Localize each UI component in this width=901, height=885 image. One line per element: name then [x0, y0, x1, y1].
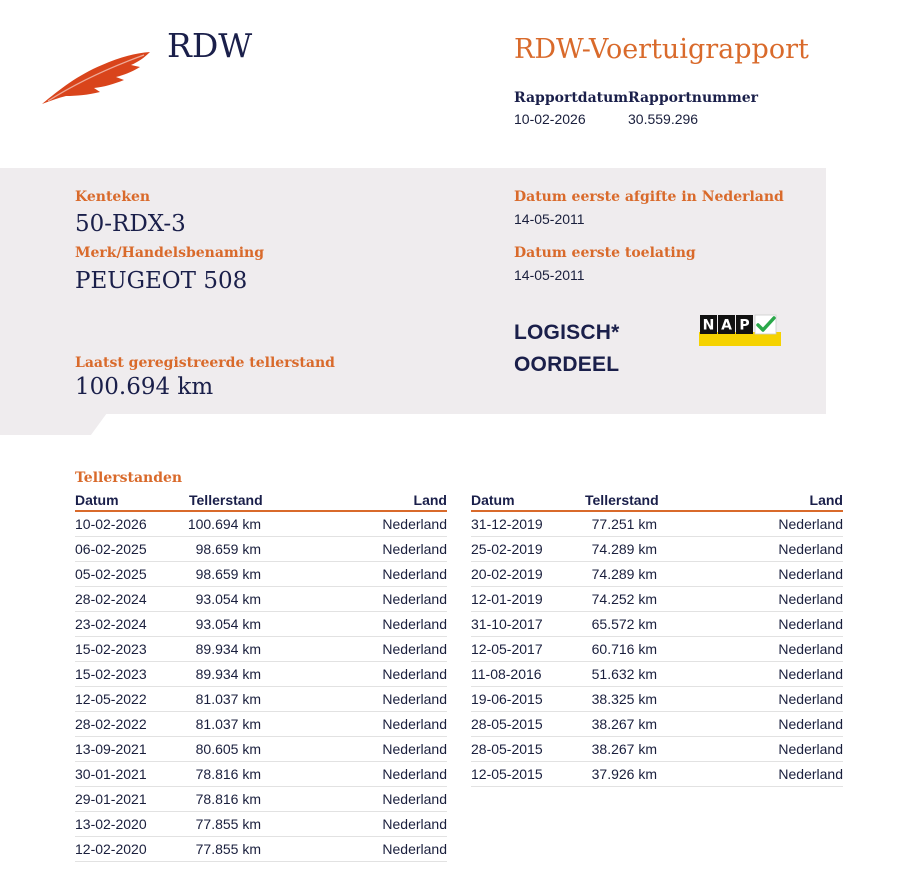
- table-row: [75, 837, 447, 862]
- cell-km: 89.934 km: [195, 641, 261, 657]
- first-nl-value: 14-05-2011: [514, 211, 585, 227]
- table-row: [471, 512, 843, 537]
- cell-country: Nederland: [382, 791, 447, 807]
- cell-country: Nederland: [382, 516, 447, 532]
- cell-date: 12-05-2022: [75, 691, 147, 707]
- cell-date: 15-02-2023: [75, 666, 147, 682]
- cell-km: 100.694 km: [187, 516, 261, 532]
- table-row: [75, 587, 447, 612]
- verdict-line-1: LOGISCH*: [514, 321, 620, 344]
- cell-date: 25-02-2019: [471, 541, 543, 557]
- cell-km: 51.632 km: [591, 666, 657, 682]
- cell-km: 77.855 km: [195, 816, 261, 832]
- table-body: [75, 512, 447, 862]
- cell-date: 06-02-2025: [75, 541, 147, 557]
- table-row: [471, 737, 843, 762]
- table-row: [75, 812, 447, 837]
- cell-date: 12-02-2020: [75, 841, 147, 857]
- cell-date: 05-02-2025: [75, 566, 147, 582]
- table-row: [471, 687, 843, 712]
- readings-table-right: [471, 492, 843, 787]
- cell-km: 81.037 km: [195, 716, 261, 732]
- cell-km: 78.816 km: [195, 766, 261, 782]
- report-title: RDW-Voertuigrapport: [514, 34, 809, 65]
- odometer-value: 100.694 km: [75, 374, 214, 400]
- nap-letter-n: N: [702, 317, 715, 334]
- plate-label: Kenteken: [75, 189, 151, 205]
- cell-km: 77.251 km: [591, 516, 657, 532]
- cell-country: Nederland: [778, 616, 843, 632]
- cell-km: 38.267 km: [591, 741, 657, 757]
- table-row: [471, 562, 843, 587]
- cell-country: Nederland: [382, 766, 447, 782]
- col-country-header: Land: [809, 492, 843, 508]
- cell-date: 15-02-2023: [75, 641, 147, 657]
- verdict-line-2: OORDEEL: [514, 353, 620, 376]
- cell-km: 65.572 km: [591, 616, 657, 632]
- report-number-value: 30.559.296: [628, 111, 699, 127]
- cell-km: 74.252 km: [591, 591, 657, 607]
- cell-date: 13-02-2020: [75, 816, 147, 832]
- cell-date: 11-08-2016: [471, 666, 542, 682]
- col-country-header: Land: [413, 492, 447, 508]
- table-row: [471, 637, 843, 662]
- cell-date: 10-02-2026: [75, 516, 147, 532]
- table-row: [75, 787, 447, 812]
- cell-km: 93.054 km: [195, 591, 261, 607]
- cell-country: Nederland: [778, 766, 843, 782]
- report-date-value: 10-02-2026: [514, 111, 586, 127]
- cell-km: 98.659 km: [195, 566, 261, 582]
- cell-country: Nederland: [778, 566, 843, 582]
- first-admission-label: Datum eerste toelating: [514, 245, 696, 261]
- cell-country: Nederland: [382, 541, 447, 557]
- cell-country: Nederland: [382, 616, 447, 632]
- cell-date: 28-05-2015: [471, 716, 543, 732]
- report-date-label: Rapportdatum: [514, 90, 629, 106]
- cell-country: Nederland: [778, 691, 843, 707]
- report-number-label: Rapportnummer: [628, 90, 759, 106]
- first-admission-value: 14-05-2011: [514, 267, 585, 283]
- cell-km: 78.816 km: [195, 791, 261, 807]
- cell-date: 12-05-2015: [471, 766, 543, 782]
- readings-section-title: Tellerstanden: [75, 470, 183, 486]
- readings-table-left: [75, 492, 447, 862]
- cell-country: Nederland: [778, 741, 843, 757]
- table-row: [75, 662, 447, 687]
- cell-country: Nederland: [778, 641, 843, 657]
- nap-logo-icon: [699, 314, 781, 346]
- cell-km: 81.037 km: [195, 691, 261, 707]
- cell-country: Nederland: [778, 541, 843, 557]
- cell-km: 38.267 km: [591, 716, 657, 732]
- cell-date: 12-01-2019: [471, 591, 543, 607]
- cell-country: Nederland: [778, 591, 843, 607]
- cell-date: 28-02-2024: [75, 591, 147, 607]
- table-row: [471, 612, 843, 637]
- table-row: [75, 712, 447, 737]
- cell-country: Nederland: [382, 566, 447, 582]
- odometer-label: Laatst geregistreerde tellerstand: [75, 355, 335, 371]
- cell-km: 80.605 km: [195, 741, 261, 757]
- col-date-header: Datum: [471, 492, 515, 508]
- cell-km: 38.325 km: [591, 691, 657, 707]
- table-row: [471, 662, 843, 687]
- table-header: [75, 492, 447, 512]
- table-row: [471, 587, 843, 612]
- first-nl-label: Datum eerste afgifte in Nederland: [514, 189, 784, 205]
- table-row: [75, 637, 447, 662]
- cell-country: Nederland: [778, 716, 843, 732]
- cell-country: Nederland: [382, 666, 447, 682]
- table-row: [75, 537, 447, 562]
- col-date-header: Datum: [75, 492, 119, 508]
- cell-country: Nederland: [778, 516, 843, 532]
- cell-date: 28-02-2022: [75, 716, 147, 732]
- table-row: [75, 687, 447, 712]
- cell-country: Nederland: [382, 591, 447, 607]
- nap-letter-a: A: [721, 317, 732, 334]
- panel-tab-decoration: [0, 413, 107, 435]
- table-row: [471, 762, 843, 787]
- cell-km: 77.855 km: [195, 841, 261, 857]
- cell-date: 12-05-2017: [471, 641, 543, 657]
- cell-date: 19-06-2015: [471, 691, 543, 707]
- table-row: [471, 712, 843, 737]
- brand-name: RDW: [167, 26, 253, 65]
- cell-date: 13-09-2021: [75, 741, 147, 757]
- table-row: [75, 562, 447, 587]
- table-row: [75, 737, 447, 762]
- table-row: [75, 612, 447, 637]
- cell-country: Nederland: [382, 691, 447, 707]
- cell-country: Nederland: [382, 741, 447, 757]
- col-km-header: Tellerstand: [189, 492, 263, 508]
- table-body: [471, 512, 843, 787]
- col-km-header: Tellerstand: [585, 492, 659, 508]
- table-row: [75, 762, 447, 787]
- cell-km: 74.289 km: [591, 566, 657, 582]
- cell-km: 98.659 km: [195, 541, 261, 557]
- table-header: [471, 492, 843, 512]
- cell-country: Nederland: [382, 716, 447, 732]
- cell-country: Nederland: [382, 841, 447, 857]
- cell-date: 23-02-2024: [75, 616, 147, 632]
- cell-km: 37.926 km: [591, 766, 657, 782]
- cell-date: 29-01-2021: [75, 791, 147, 807]
- make-label: Merk/Handelsbenaming: [75, 245, 265, 261]
- cell-date: 30-01-2021: [75, 766, 147, 782]
- table-row: [75, 512, 447, 537]
- plate-value: 50-RDX-3: [75, 211, 186, 237]
- cell-country: Nederland: [382, 816, 447, 832]
- rdw-feather-logo-icon: [40, 45, 155, 107]
- cell-date: 28-05-2015: [471, 741, 543, 757]
- nap-verdict: [514, 317, 619, 381]
- cell-date: 31-12-2019: [471, 516, 543, 532]
- cell-km: 89.934 km: [195, 666, 261, 682]
- cell-km: 93.054 km: [195, 616, 261, 632]
- cell-country: Nederland: [778, 666, 843, 682]
- table-row: [471, 537, 843, 562]
- cell-country: Nederland: [382, 641, 447, 657]
- nap-letter-p: P: [739, 317, 750, 334]
- cell-date: 20-02-2019: [471, 566, 543, 582]
- cell-km: 60.716 km: [591, 641, 657, 657]
- cell-km: 74.289 km: [591, 541, 657, 557]
- cell-date: 31-10-2017: [471, 616, 543, 632]
- make-value: PEUGEOT 508: [75, 268, 248, 294]
